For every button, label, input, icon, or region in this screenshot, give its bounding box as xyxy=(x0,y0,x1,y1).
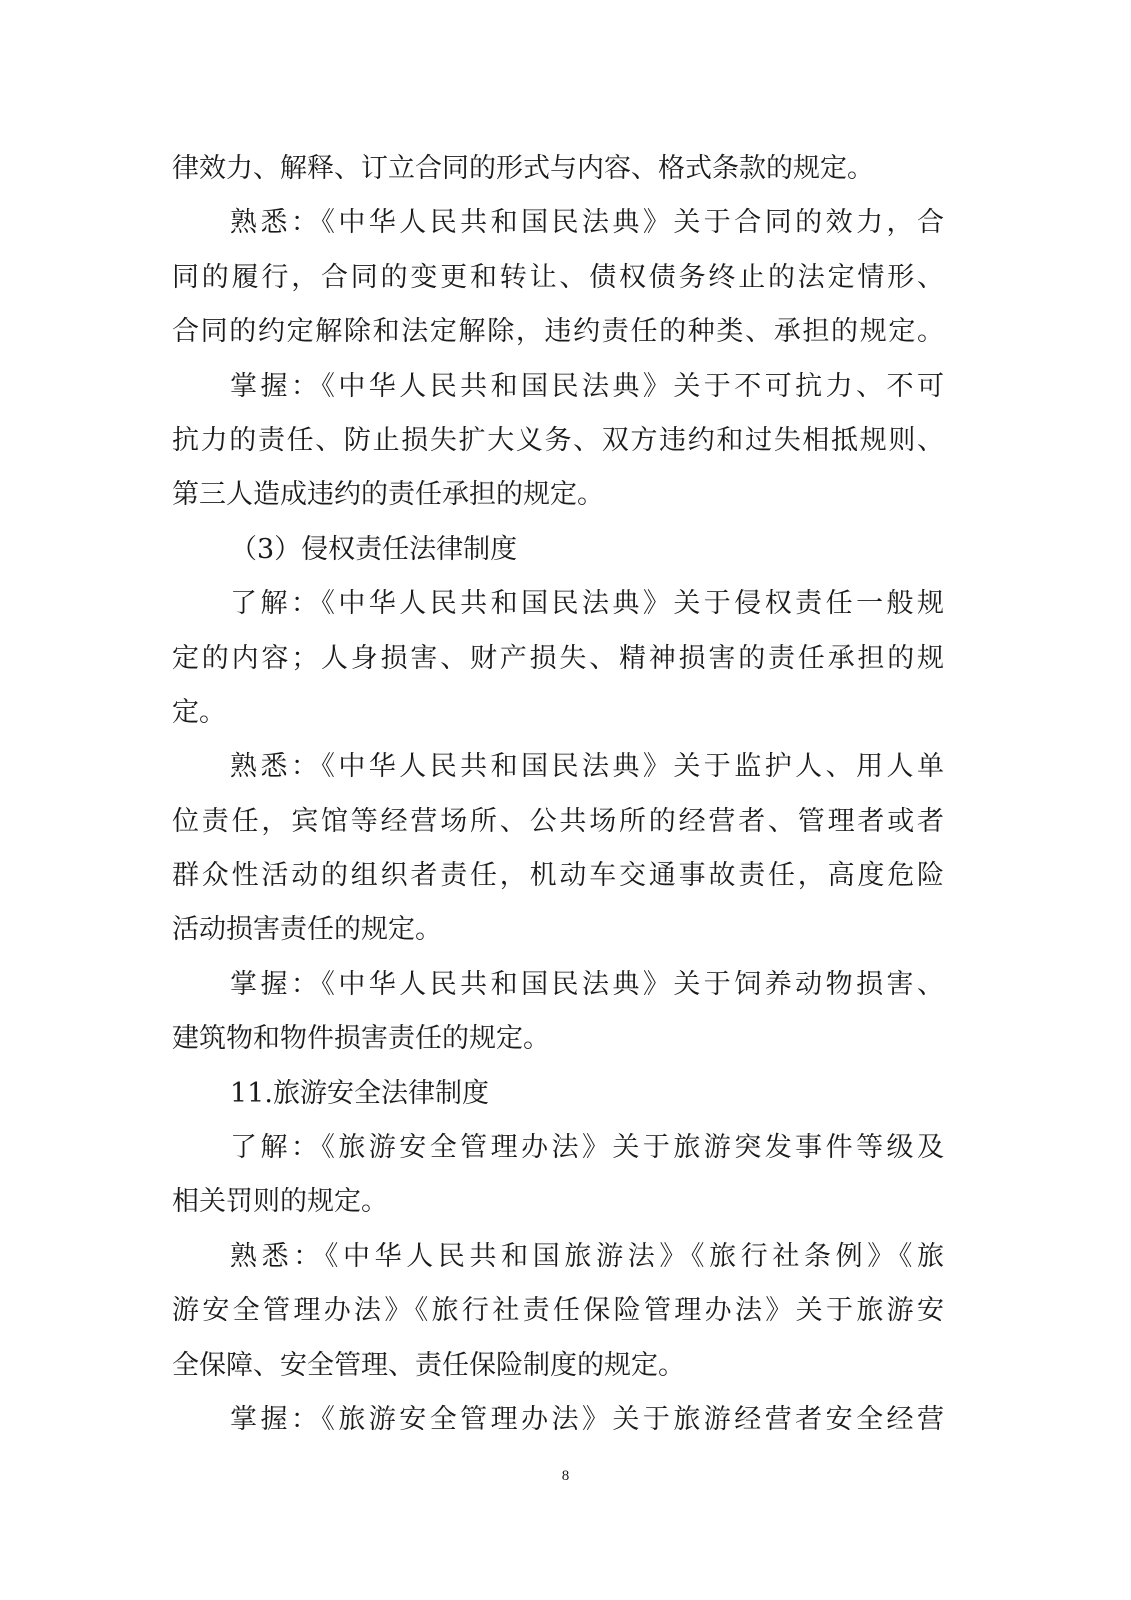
text-line: 第三人造成违约的责任承担的规定。 xyxy=(172,479,604,511)
text-line: 熟悉：《中华人民共和国民法典》关于合同的效力，合 xyxy=(230,207,944,239)
text-line: 活动损害责任的规定。 xyxy=(172,914,442,946)
text-line: （3）侵权责任法律制度 xyxy=(230,533,518,565)
text-line: 了解：《中华人民共和国民法典》关于侵权责任一般规 xyxy=(230,588,944,620)
text-line: 全保障、安全管理、责任保险制度的规定。 xyxy=(172,1349,685,1381)
text-line: 同的履行，合同的变更和转让、债权债务终止的法定情形、 xyxy=(172,261,944,293)
text-line: 游安全管理办法》《旅行社责任保险管理办法》关于旅游安 xyxy=(172,1295,944,1327)
text-line: 律效力、解释、订立合同的形式与内容、格式条款的规定。 xyxy=(172,153,874,184)
text-line: 合同的约定解除和法定解除，违约责任的种类、承担的规定。 xyxy=(172,316,944,348)
text-line: 定。 xyxy=(172,696,226,728)
text-line: 11.旅游安全法律制度 xyxy=(230,1077,489,1109)
text-line: 相关罚则的规定。 xyxy=(172,1186,388,1218)
text-line: 建筑物和物件损害责任的规定。 xyxy=(172,1023,550,1055)
text-line: 定的内容；人身损害、财产损失、精神损害的责任承担的规 xyxy=(172,642,944,674)
text-line: 掌握：《中华人民共和国民法典》关于饲养动物损害、 xyxy=(230,968,944,1000)
body-text xyxy=(172,142,944,1447)
text-line: 掌握：《中华人民共和国民法典》关于不可抗力、不可 xyxy=(230,370,944,402)
text-line: 群众性活动的组织者责任，机动车交通事故责任，高度危险 xyxy=(172,860,944,892)
page-number: 8 xyxy=(561,1468,570,1484)
text-line: 位责任，宾馆等经营场所、公共场所的经营者、管理者或者 xyxy=(172,805,944,837)
text-line: 抗力的责任、防止损失扩大义务、双方违约和过失相抵规则、 xyxy=(172,424,944,456)
text-line: 熟悉：《中华人民共和国旅游法》《旅行社条例》《旅 xyxy=(230,1240,944,1272)
text-line: 熟悉：《中华人民共和国民法典》关于监护人、用人单 xyxy=(230,751,944,783)
text-line: 掌握：《旅游安全管理办法》关于旅游经营者安全经营 xyxy=(230,1403,944,1435)
text-line: 了解：《旅游安全管理办法》关于旅游突发事件等级及 xyxy=(230,1132,944,1164)
